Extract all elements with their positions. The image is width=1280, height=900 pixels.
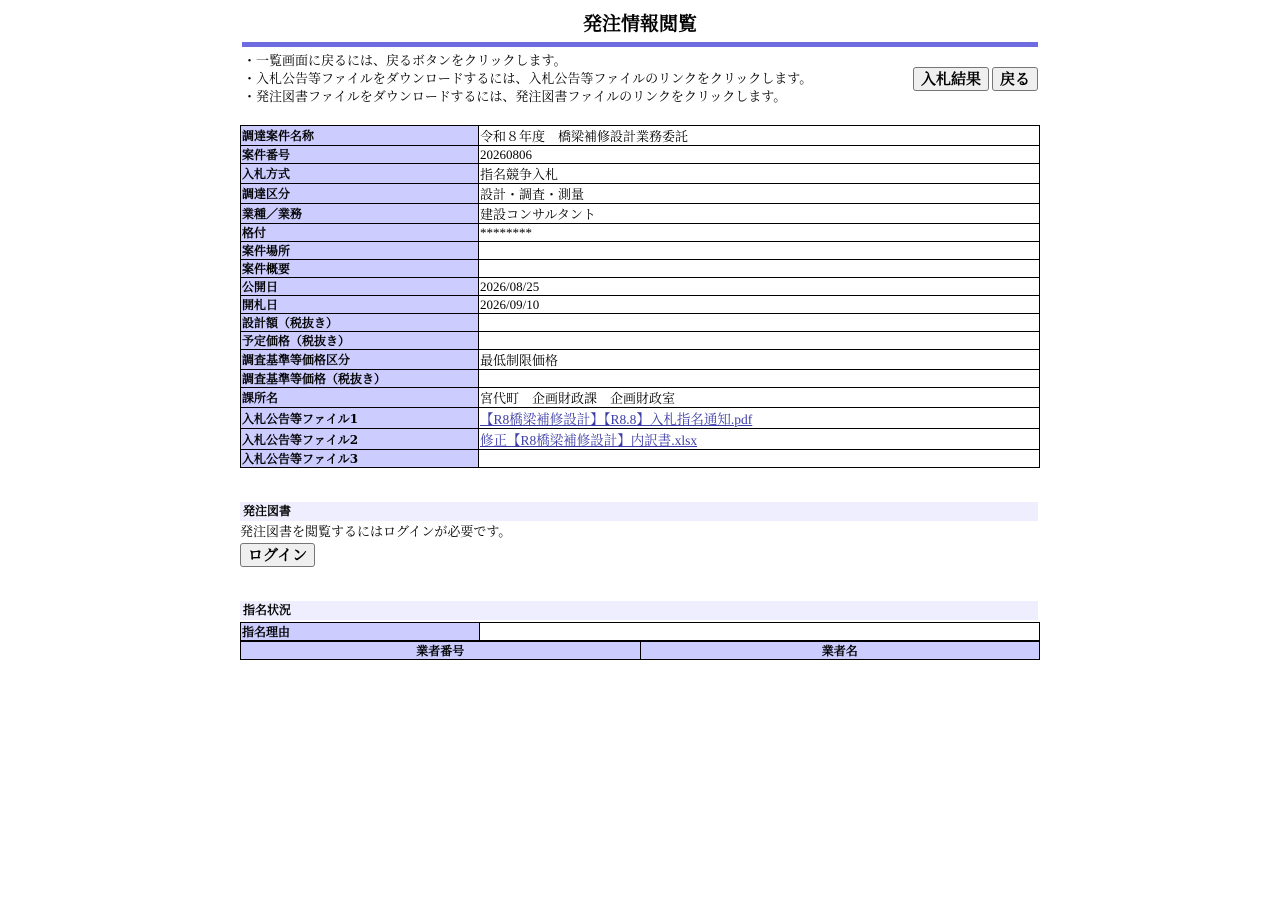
table-row — [241, 314, 1040, 332]
row-label: 課所名 — [241, 388, 479, 408]
instructions — [243, 53, 812, 107]
nomination-reason-label: 指名理由 — [241, 623, 480, 641]
table-row — [241, 429, 1040, 450]
row-label: 入札公告等ファイル3 — [241, 450, 479, 468]
row-label: 予定価格（税抜き） — [241, 332, 479, 350]
table-row — [241, 350, 1040, 370]
table-row — [241, 370, 1040, 388]
case-number-value: 20260806 — [479, 146, 1040, 164]
table-row — [241, 146, 1040, 164]
row-label: 格付 — [241, 224, 479, 242]
table-row — [241, 204, 1040, 224]
table-row — [241, 623, 1040, 641]
table-row — [241, 388, 1040, 408]
row-label: 入札方式 — [241, 164, 479, 184]
vendor-number-header: 業者番号 — [241, 642, 641, 660]
case-info-table — [240, 125, 1040, 468]
table-row — [241, 242, 1040, 260]
vendor-table — [240, 641, 1040, 660]
login-required-note: 発注図書を閲覧するにはログインが必要です。 — [240, 525, 512, 540]
page-title: 発注情報閲覧 — [582, 13, 697, 35]
login-button[interactable]: ログイン — [240, 543, 315, 567]
procurement-category-value: 設計・調査・測量 — [479, 184, 1040, 204]
table-row — [241, 296, 1040, 314]
survey-price-value — [479, 370, 1040, 388]
row-label: 調査基準等価格（税抜き） — [241, 370, 479, 388]
row-label: 案件番号 — [241, 146, 479, 164]
nomination-heading: 指名状況 — [240, 601, 1038, 620]
row-label: 公開日 — [241, 278, 479, 296]
row-label: 案件概要 — [241, 260, 479, 278]
table-header-row — [241, 642, 1040, 660]
table-row — [241, 332, 1040, 350]
design-amount-value — [479, 314, 1040, 332]
table-row — [241, 408, 1040, 429]
file1-link[interactable]: 【R8橋梁補修設計】【R8.8】入札指名通知.pdf — [480, 412, 753, 427]
file2-cell — [479, 429, 1040, 450]
row-label: 案件場所 — [241, 242, 479, 260]
bid-result-button[interactable]: 入札結果 — [913, 67, 989, 91]
bid-method-value: 指名競争入札 — [479, 164, 1040, 184]
table-row — [241, 126, 1040, 146]
case-name-value: 令和８年度 橋梁補修設計業務委託 — [479, 126, 1040, 146]
department-value: 宮代町 企画財政課 企画財政室 — [479, 388, 1040, 408]
nomination-reason-table — [240, 622, 1040, 641]
table-row — [241, 224, 1040, 242]
row-label: 入札公告等ファイル2 — [241, 429, 479, 450]
rating-value: ******** — [479, 224, 1040, 242]
row-label: 調達区分 — [241, 184, 479, 204]
instruction-line: ・発注図書ファイルをダウンロードするには、発注図書ファイルのリンクをクリックします。 — [243, 90, 787, 105]
top-buttons — [913, 67, 1038, 91]
summary-value — [479, 260, 1040, 278]
instruction-area — [240, 47, 1040, 107]
publish-date-value: 2026/08/25 — [479, 278, 1040, 296]
vendor-name-header: 業者名 — [640, 642, 1040, 660]
row-label: 開札日 — [241, 296, 479, 314]
row-label: 調達案件名称 — [241, 126, 479, 146]
row-label: 入札公告等ファイル1 — [241, 408, 479, 429]
opening-date-value: 2026/09/10 — [479, 296, 1040, 314]
instruction-line: ・入札公告等ファイルをダウンロードするには、入札公告等ファイルのリンクをクリックします。 — [243, 72, 813, 87]
location-value — [479, 242, 1040, 260]
file2-link[interactable]: 修正【R8橋梁補修設計】内訳書.xlsx — [480, 433, 698, 448]
instruction-line: ・一覧画面に戻るには、戻るボタンをクリックします。 — [243, 54, 567, 69]
row-label: 設計額（税抜き） — [241, 314, 479, 332]
file3-cell — [479, 450, 1040, 468]
planned-price-value — [479, 332, 1040, 350]
industry-value: 建設コンサルタント — [479, 204, 1040, 224]
table-row — [241, 260, 1040, 278]
table-row — [241, 164, 1040, 184]
table-row — [241, 278, 1040, 296]
row-label: 調査基準等価格区分 — [241, 350, 479, 370]
main-content — [240, 0, 1040, 660]
drawings-heading: 発注図書 — [240, 502, 1038, 521]
table-row — [241, 450, 1040, 468]
price-category-value: 最低制限価格 — [479, 350, 1040, 370]
file1-cell — [479, 408, 1040, 429]
nomination-reason-value — [480, 623, 1040, 641]
row-label: 業種／業務 — [241, 204, 479, 224]
back-button[interactable]: 戻る — [992, 67, 1038, 91]
table-row — [241, 184, 1040, 204]
